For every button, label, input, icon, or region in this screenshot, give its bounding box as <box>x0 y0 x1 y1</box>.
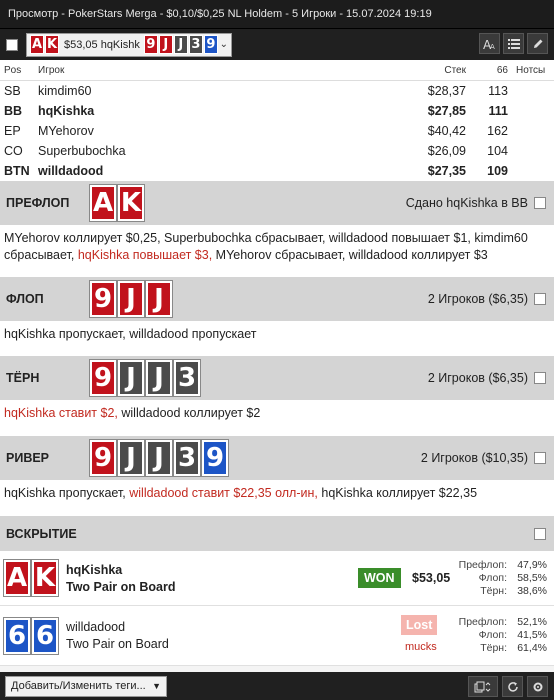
card: J <box>118 281 144 317</box>
board-card: J <box>159 35 173 54</box>
board-card: J <box>174 35 188 54</box>
showdown-player-row <box>0 551 554 606</box>
player-pos: BB <box>4 104 23 118</box>
hero-card: A <box>31 37 43 52</box>
player-stat: 162 <box>487 124 508 138</box>
card: J <box>118 440 144 476</box>
players-table <box>0 60 554 181</box>
equity-label: Тёрн: <box>480 642 507 654</box>
card: 6 <box>32 618 58 654</box>
card: 9 <box>90 360 116 396</box>
won-amount: $53,05 <box>412 571 451 585</box>
showdown-hand: Two Pair on Board <box>66 637 169 651</box>
won-badge: WON <box>358 568 401 588</box>
card: 3 <box>174 440 200 476</box>
action-text: hqKishka пропускает, <box>4 486 126 500</box>
player-stack: $26,09 <box>427 144 466 158</box>
card: 9 <box>90 440 116 476</box>
player-stat: 111 <box>488 104 508 118</box>
street-flop <box>0 277 554 321</box>
equity-value: 61,4% <box>517 642 547 654</box>
font-size-icon[interactable] <box>479 33 500 54</box>
player-pos: CO <box>4 144 23 158</box>
card: J <box>146 440 172 476</box>
player-pos: BTN <box>4 164 30 178</box>
action-text: MYehorov сбрасывает, willdadood коллирует $3 <box>215 248 488 262</box>
chevron-down-icon: ⌄ <box>219 39 228 50</box>
card: K <box>118 185 144 221</box>
card: 9 <box>90 281 116 317</box>
tag-select[interactable] <box>5 676 167 697</box>
card: A <box>90 185 116 221</box>
player-stat: 104 <box>487 144 508 158</box>
showdown-hand: Two Pair on Board <box>66 579 176 594</box>
players-table-header <box>0 60 554 81</box>
street-checkbox[interactable] <box>534 452 546 464</box>
street-checkbox[interactable] <box>534 372 546 384</box>
chevron-down-icon: ▼ <box>152 681 161 691</box>
street-turn <box>0 356 554 400</box>
equity-value: 58,5% <box>517 571 547 584</box>
hand-selector-dropdown[interactable] <box>26 33 232 57</box>
edit-icon[interactable] <box>527 33 548 54</box>
action-text: willdadood коллирует $2 <box>121 406 261 420</box>
equity-value: 52,1% <box>517 616 547 628</box>
equity-value: 38,6% <box>517 584 547 597</box>
turn-actions <box>0 400 554 436</box>
toolbar <box>0 29 554 60</box>
street-name: РИВЕР <box>6 451 50 465</box>
flop-actions <box>0 321 554 356</box>
player-name: MYehorov <box>38 124 94 138</box>
table-row[interactable] <box>0 101 554 121</box>
player-stack: $27,35 <box>427 164 466 178</box>
equity-label: Флоп: <box>478 629 507 641</box>
table-row[interactable] <box>0 161 554 181</box>
card: J <box>146 360 172 396</box>
board-card: 9 <box>144 35 158 54</box>
hero-card: K <box>46 37 58 52</box>
river-actions <box>0 480 554 516</box>
col-stat: 66 <box>496 64 508 76</box>
street-checkbox[interactable] <box>534 528 546 540</box>
col-stack: Стек <box>444 64 466 76</box>
refresh-icon[interactable] <box>502 676 523 697</box>
street-river <box>0 436 554 480</box>
table-row[interactable] <box>0 81 554 101</box>
player-stat: 113 <box>488 84 508 98</box>
card: J <box>118 360 144 396</box>
lost-badge: Lost <box>401 615 437 635</box>
card: 3 <box>174 360 200 396</box>
player-stack: $28,37 <box>427 84 466 98</box>
street-name: ВСКРЫТИЕ <box>6 526 77 541</box>
equity-value: 47,9% <box>517 558 547 571</box>
action-text: hqKishka коллирует $22,35 <box>321 486 478 500</box>
settings-icon[interactable] <box>527 676 548 697</box>
equity-label: Префлоп: <box>458 616 507 628</box>
col-notes: Нотсы <box>516 64 546 76</box>
card: A <box>4 560 30 596</box>
equity-label: Префлоп: <box>458 558 507 571</box>
street-info: 2 Игроков ($6,35) <box>427 371 528 385</box>
list-icon[interactable] <box>503 33 524 54</box>
equity-panel <box>449 616 547 655</box>
player-stack: $40,42 <box>427 124 466 138</box>
copy-icon[interactable] <box>468 676 498 697</box>
street-info: 2 Игроков ($6,35) <box>427 292 528 306</box>
street-name: ФЛОП <box>6 292 44 306</box>
board-card: 3 <box>189 35 203 54</box>
card: 9 <box>202 440 228 476</box>
showdown-player-name: hqKishka <box>66 562 123 577</box>
street-name: ТЁРН <box>6 371 40 385</box>
player-name: kimdim60 <box>38 84 92 98</box>
street-preflop <box>0 181 554 225</box>
street-info: 2 Игроков ($10,35) <box>420 451 528 465</box>
bottom-bar <box>0 672 554 700</box>
street-checkbox[interactable] <box>534 293 546 305</box>
action-text: hqKishka пропускает, willdadood пропускает <box>4 327 257 341</box>
col-player: Игрок <box>38 64 65 76</box>
player-name: Superbubochka <box>38 144 126 158</box>
mucks-label: mucks <box>405 641 437 653</box>
card: K <box>32 560 58 596</box>
player-stat: 109 <box>487 164 508 178</box>
equity-value: 41,5% <box>517 629 547 641</box>
hero-action-text: hqKishka ставит $2, <box>4 406 118 420</box>
hero-action-text: hqKishka повышает $3, <box>77 248 213 262</box>
svg-text:A: A <box>490 42 495 50</box>
board-card: 9 <box>204 35 218 54</box>
action-text: MYehorov коллирует $0,25, Superbubochka сбрасывает, willdadood повышает $1, kimdim60 сбрасывает, <box>4 231 528 262</box>
street-showdown <box>0 516 554 551</box>
equity-label: Флоп: <box>478 571 507 584</box>
player-stack: $27,85 <box>427 104 466 118</box>
street-name: ПРЕФЛОП <box>6 196 70 210</box>
player-pos: EP <box>4 124 21 138</box>
card: 6 <box>4 618 30 654</box>
table-row[interactable] <box>0 141 554 161</box>
window-title-bar <box>0 0 554 29</box>
street-info: Сдано hqKishka в BB <box>405 196 528 210</box>
table-row[interactable] <box>0 121 554 141</box>
window-title: Просмотр - PokerStars Merga - $0,10/$0,25 NL Holdem - 5 Игроки - 15.07.2024 19:19 <box>8 8 432 20</box>
player-pos: SB <box>4 84 21 98</box>
street-checkbox[interactable] <box>534 197 546 209</box>
villain-action-text: willdadood ставит $22,35 олл-ин, <box>129 486 318 500</box>
tag-select-label: Добавить/Изменить теги... <box>11 680 146 692</box>
showdown-player-row <box>0 606 554 666</box>
col-pos: Pos <box>4 64 22 76</box>
player-name: willdadood <box>38 164 104 178</box>
preflop-actions <box>0 225 554 277</box>
select-checkbox[interactable] <box>6 39 18 51</box>
equity-label: Тёрн: <box>480 584 507 597</box>
card: J <box>146 281 172 317</box>
svg-text:A: A <box>483 37 492 50</box>
showdown-player-name: willdadood <box>66 620 126 634</box>
hand-selector-stack: $53,05 hqKishk <box>64 38 140 51</box>
player-name: hqKishka <box>38 104 95 118</box>
equity-panel <box>449 559 547 598</box>
